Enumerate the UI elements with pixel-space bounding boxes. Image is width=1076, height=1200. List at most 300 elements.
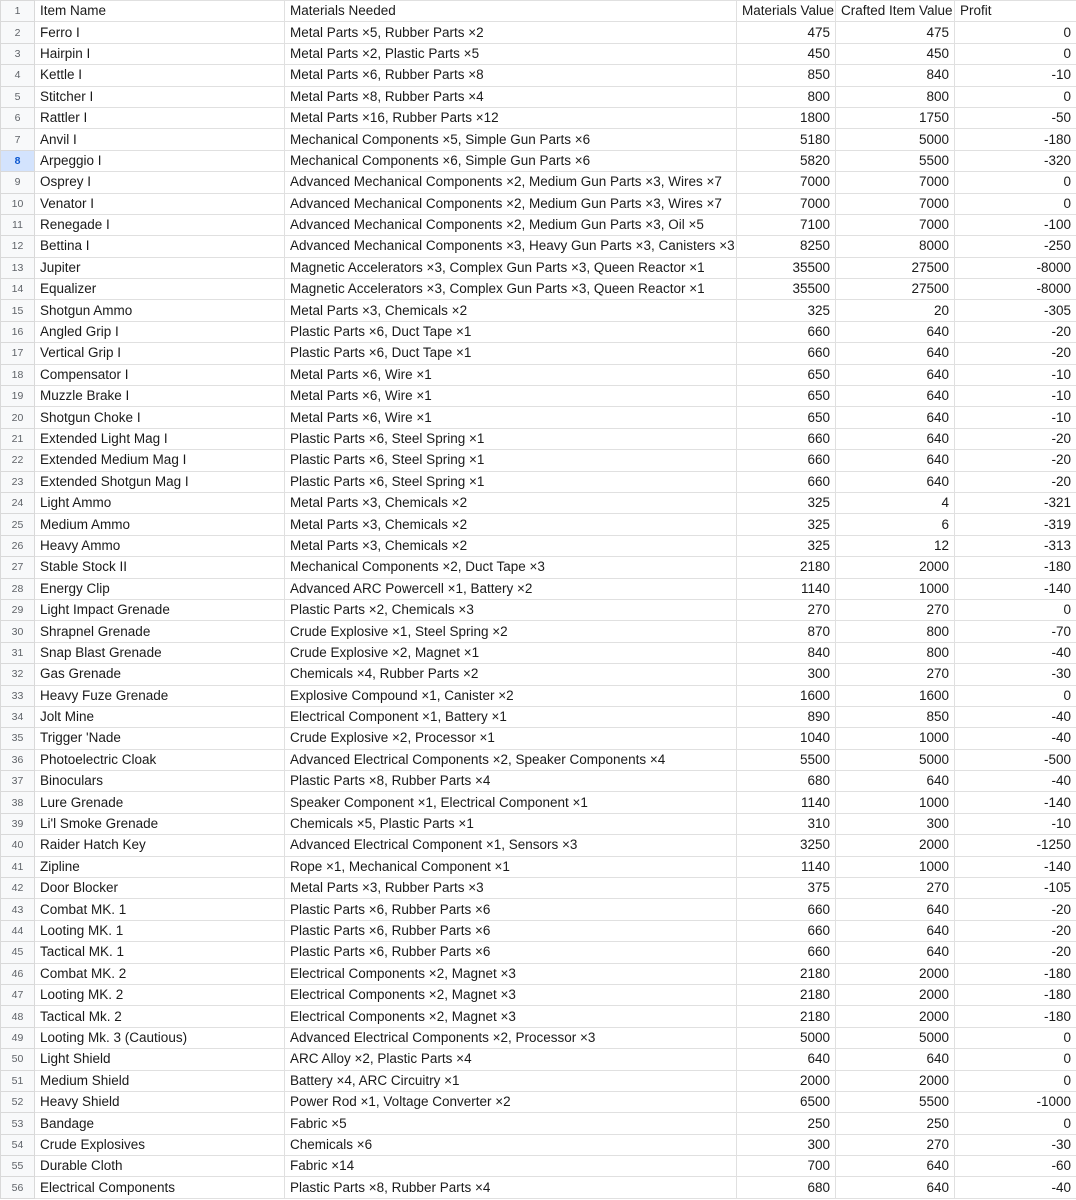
cell-crafted-item-value[interactable]: 2000 [836,557,955,578]
cell-profit[interactable]: -100 [955,214,1076,235]
row-number[interactable]: 23 [1,471,35,492]
row-number[interactable]: 41 [1,856,35,877]
row-number[interactable]: 34 [1,706,35,727]
cell-profit[interactable]: -50 [955,107,1076,128]
cell-profit[interactable]: 0 [955,86,1076,107]
cell-profit[interactable]: 0 [955,599,1076,620]
cell-item-name[interactable]: Bandage [35,1113,285,1134]
cell-crafted-item-value[interactable]: 270 [836,878,955,899]
cell-item-name[interactable]: Combat MK. 2 [35,963,285,984]
cell-materials-value[interactable]: 5500 [737,749,836,770]
cell-materials-value[interactable]: 35500 [737,279,836,300]
cell-profit[interactable]: -40 [955,706,1076,727]
header-crafted-item-value[interactable]: Crafted Item Value [836,1,955,22]
cell-materials-value[interactable]: 325 [737,514,836,535]
cell-materials-value[interactable]: 700 [737,1156,836,1177]
row-number[interactable]: 31 [1,642,35,663]
cell-materials-needed[interactable]: Electrical Components ×2, Magnet ×3 [285,1006,737,1027]
cell-profit[interactable]: -8000 [955,279,1076,300]
cell-item-name[interactable]: Osprey I [35,172,285,193]
cell-crafted-item-value[interactable]: 5000 [836,749,955,770]
cell-item-name[interactable]: Zipline [35,856,285,877]
cell-crafted-item-value[interactable]: 640 [836,450,955,471]
cell-item-name[interactable]: Bettina I [35,236,285,257]
row-number[interactable]: 30 [1,621,35,642]
cell-materials-needed[interactable]: Advanced Mechanical Components ×3, Heavy Gun Parts ×3, Canisters ×3 [285,236,737,257]
cell-materials-needed[interactable]: Fabric ×14 [285,1156,737,1177]
cell-profit[interactable]: -30 [955,1134,1076,1155]
cell-item-name[interactable]: Combat MK. 1 [35,899,285,920]
row-number[interactable]: 12 [1,236,35,257]
cell-profit[interactable]: 0 [955,22,1076,43]
cell-crafted-item-value[interactable]: 640 [836,321,955,342]
cell-materials-needed[interactable]: Advanced Mechanical Components ×2, Medium Gun Parts ×3, Wires ×7 [285,172,737,193]
cell-crafted-item-value[interactable]: 5000 [836,1027,955,1048]
cell-crafted-item-value[interactable]: 27500 [836,257,955,278]
row-number[interactable]: 1 [1,1,35,22]
cell-materials-value[interactable]: 375 [737,878,836,899]
cell-materials-value[interactable]: 800 [737,86,836,107]
cell-crafted-item-value[interactable]: 27500 [836,279,955,300]
cell-materials-value[interactable]: 2180 [737,1006,836,1027]
cell-item-name[interactable]: Tactical Mk. 2 [35,1006,285,1027]
row-number[interactable]: 3 [1,43,35,64]
cell-profit[interactable]: -10 [955,364,1076,385]
row-number[interactable]: 20 [1,407,35,428]
cell-crafted-item-value[interactable]: 640 [836,428,955,449]
cell-materials-value[interactable]: 1600 [737,685,836,706]
row-number[interactable]: 7 [1,129,35,150]
cell-crafted-item-value[interactable]: 640 [836,343,955,364]
cell-crafted-item-value[interactable]: 640 [836,942,955,963]
row-number[interactable]: 35 [1,728,35,749]
cell-profit[interactable]: -305 [955,300,1076,321]
header-item-name[interactable]: Item Name [35,1,285,22]
cell-crafted-item-value[interactable]: 640 [836,1156,955,1177]
cell-crafted-item-value[interactable]: 2000 [836,963,955,984]
row-number[interactable]: 49 [1,1027,35,1048]
cell-item-name[interactable]: Muzzle Brake I [35,386,285,407]
cell-materials-needed[interactable]: Mechanical Components ×6, Simple Gun Parts ×6 [285,150,737,171]
cell-materials-value[interactable]: 325 [737,535,836,556]
cell-materials-value[interactable]: 680 [737,771,836,792]
row-number[interactable]: 25 [1,514,35,535]
cell-materials-needed[interactable]: Metal Parts ×6, Wire ×1 [285,364,737,385]
cell-crafted-item-value[interactable]: 640 [836,1177,955,1198]
row-number[interactable]: 48 [1,1006,35,1027]
cell-crafted-item-value[interactable]: 5000 [836,129,955,150]
cell-crafted-item-value[interactable]: 5500 [836,1091,955,1112]
cell-materials-needed[interactable]: Plastic Parts ×8, Rubber Parts ×4 [285,1177,737,1198]
row-number[interactable]: 14 [1,279,35,300]
cell-profit[interactable]: 0 [955,1027,1076,1048]
row-number[interactable]: 10 [1,193,35,214]
row-number[interactable]: 28 [1,578,35,599]
cell-profit[interactable]: -140 [955,856,1076,877]
cell-item-name[interactable]: Compensator I [35,364,285,385]
cell-crafted-item-value[interactable]: 4 [836,492,955,513]
cell-materials-needed[interactable]: Plastic Parts ×6, Steel Spring ×1 [285,471,737,492]
cell-profit[interactable]: -313 [955,535,1076,556]
cell-materials-value[interactable]: 475 [737,22,836,43]
row-number[interactable]: 44 [1,920,35,941]
row-number[interactable]: 21 [1,428,35,449]
cell-materials-needed[interactable]: Magnetic Accelerators ×3, Complex Gun Parts ×3, Queen Reactor ×1 [285,279,737,300]
cell-materials-value[interactable]: 5000 [737,1027,836,1048]
cell-materials-needed[interactable]: ARC Alloy ×2, Plastic Parts ×4 [285,1049,737,1070]
cell-profit[interactable]: 0 [955,1070,1076,1091]
cell-item-name[interactable]: Light Ammo [35,492,285,513]
cell-item-name[interactable]: Lure Grenade [35,792,285,813]
cell-item-name[interactable]: Electrical Components [35,1177,285,1198]
row-number[interactable]: 17 [1,343,35,364]
cell-profit[interactable]: 0 [955,1113,1076,1134]
cell-item-name[interactable]: Energy Clip [35,578,285,599]
cell-crafted-item-value[interactable]: 2000 [836,984,955,1005]
cell-materials-needed[interactable]: Advanced Mechanical Components ×2, Medium Gun Parts ×3, Wires ×7 [285,193,737,214]
cell-profit[interactable]: -10 [955,407,1076,428]
cell-materials-needed[interactable]: Plastic Parts ×6, Rubber Parts ×6 [285,942,737,963]
cell-profit[interactable]: -70 [955,621,1076,642]
header-materials-needed[interactable]: Materials Needed [285,1,737,22]
cell-item-name[interactable]: Gas Grenade [35,664,285,685]
cell-materials-value[interactable]: 7000 [737,172,836,193]
cell-crafted-item-value[interactable]: 475 [836,22,955,43]
cell-materials-needed[interactable]: Plastic Parts ×6, Duct Tape ×1 [285,343,737,364]
row-number[interactable]: 51 [1,1070,35,1091]
cell-materials-value[interactable]: 660 [737,920,836,941]
row-number[interactable]: 15 [1,300,35,321]
row-number[interactable]: 42 [1,878,35,899]
row-number[interactable]: 45 [1,942,35,963]
cell-materials-needed[interactable]: Mechanical Components ×2, Duct Tape ×3 [285,557,737,578]
cell-materials-needed[interactable]: Plastic Parts ×2, Chemicals ×3 [285,599,737,620]
cell-materials-needed[interactable]: Advanced Mechanical Components ×2, Medium Gun Parts ×3, Oil ×5 [285,214,737,235]
cell-profit[interactable]: -10 [955,65,1076,86]
cell-profit[interactable]: -40 [955,771,1076,792]
cell-item-name[interactable]: Hairpin I [35,43,285,64]
cell-item-name[interactable]: Heavy Fuze Grenade [35,685,285,706]
cell-item-name[interactable]: Stable Stock II [35,557,285,578]
cell-materials-value[interactable]: 1140 [737,856,836,877]
cell-materials-needed[interactable]: Plastic Parts ×6, Rubber Parts ×6 [285,899,737,920]
row-number[interactable]: 52 [1,1091,35,1112]
row-number[interactable]: 32 [1,664,35,685]
cell-crafted-item-value[interactable]: 1000 [836,728,955,749]
cell-materials-value[interactable]: 660 [737,471,836,492]
cell-materials-needed[interactable]: Crude Explosive ×2, Magnet ×1 [285,642,737,663]
cell-item-name[interactable]: Extended Light Mag I [35,428,285,449]
cell-item-name[interactable]: Anvil I [35,129,285,150]
row-number[interactable]: 29 [1,599,35,620]
row-number[interactable]: 2 [1,22,35,43]
cell-materials-value[interactable]: 660 [737,343,836,364]
cell-materials-needed[interactable]: Speaker Component ×1, Electrical Component ×1 [285,792,737,813]
cell-item-name[interactable]: Shotgun Ammo [35,300,285,321]
cell-crafted-item-value[interactable]: 300 [836,813,955,834]
cell-profit[interactable]: -500 [955,749,1076,770]
cell-profit[interactable]: -20 [955,899,1076,920]
cell-profit[interactable]: -8000 [955,257,1076,278]
cell-item-name[interactable]: Snap Blast Grenade [35,642,285,663]
cell-crafted-item-value[interactable]: 12 [836,535,955,556]
cell-materials-needed[interactable]: Battery ×4, ARC Circuitry ×1 [285,1070,737,1091]
row-number[interactable]: 46 [1,963,35,984]
cell-profit[interactable]: -10 [955,386,1076,407]
row-number[interactable]: 33 [1,685,35,706]
cell-materials-needed[interactable]: Metal Parts ×5, Rubber Parts ×2 [285,22,737,43]
cell-materials-value[interactable]: 6500 [737,1091,836,1112]
cell-materials-value[interactable]: 325 [737,300,836,321]
cell-materials-needed[interactable]: Advanced Electrical Components ×2, Processor ×3 [285,1027,737,1048]
cell-item-name[interactable]: Medium Ammo [35,514,285,535]
cell-crafted-item-value[interactable]: 450 [836,43,955,64]
row-number[interactable]: 16 [1,321,35,342]
cell-materials-needed[interactable]: Advanced ARC Powercell ×1, Battery ×2 [285,578,737,599]
cell-item-name[interactable]: Stitcher I [35,86,285,107]
cell-item-name[interactable]: Light Shield [35,1049,285,1070]
row-number[interactable]: 6 [1,107,35,128]
cell-crafted-item-value[interactable]: 640 [836,899,955,920]
row-number[interactable]: 22 [1,450,35,471]
cell-crafted-item-value[interactable]: 640 [836,386,955,407]
cell-crafted-item-value[interactable]: 250 [836,1113,955,1134]
cell-item-name[interactable]: Heavy Shield [35,1091,285,1112]
cell-item-name[interactable]: Binoculars [35,771,285,792]
cell-materials-value[interactable]: 650 [737,386,836,407]
row-number[interactable]: 26 [1,535,35,556]
cell-item-name[interactable]: Durable Cloth [35,1156,285,1177]
cell-item-name[interactable]: Jolt Mine [35,706,285,727]
cell-materials-value[interactable]: 2000 [737,1070,836,1091]
cell-materials-needed[interactable]: Plastic Parts ×8, Rubber Parts ×4 [285,771,737,792]
cell-materials-needed[interactable]: Metal Parts ×3, Chemicals ×2 [285,535,737,556]
cell-materials-needed[interactable]: Metal Parts ×6, Wire ×1 [285,386,737,407]
cell-crafted-item-value[interactable]: 800 [836,86,955,107]
cell-materials-needed[interactable]: Metal Parts ×3, Chemicals ×2 [285,514,737,535]
cell-crafted-item-value[interactable]: 840 [836,65,955,86]
header-profit[interactable]: Profit [955,1,1076,22]
cell-crafted-item-value[interactable]: 640 [836,364,955,385]
cell-profit[interactable]: -250 [955,236,1076,257]
cell-materials-needed[interactable]: Metal Parts ×3, Chemicals ×2 [285,300,737,321]
cell-crafted-item-value[interactable]: 20 [836,300,955,321]
cell-materials-value[interactable]: 300 [737,664,836,685]
cell-crafted-item-value[interactable]: 270 [836,664,955,685]
cell-materials-needed[interactable]: Electrical Component ×1, Battery ×1 [285,706,737,727]
row-number[interactable]: 55 [1,1156,35,1177]
cell-profit[interactable]: -180 [955,557,1076,578]
cell-item-name[interactable]: Raider Hatch Key [35,835,285,856]
cell-crafted-item-value[interactable]: 7000 [836,193,955,214]
cell-profit[interactable]: -20 [955,450,1076,471]
cell-crafted-item-value[interactable]: 2000 [836,1070,955,1091]
cell-crafted-item-value[interactable]: 800 [836,642,955,663]
cell-materials-value[interactable]: 680 [737,1177,836,1198]
row-number[interactable]: 37 [1,771,35,792]
cell-item-name[interactable]: Angled Grip I [35,321,285,342]
cell-materials-value[interactable]: 8250 [737,236,836,257]
cell-materials-value[interactable]: 660 [737,942,836,963]
cell-materials-value[interactable]: 3250 [737,835,836,856]
cell-item-name[interactable]: Looting MK. 1 [35,920,285,941]
cell-crafted-item-value[interactable]: 2000 [836,835,955,856]
cell-materials-needed[interactable]: Chemicals ×5, Plastic Parts ×1 [285,813,737,834]
cell-materials-needed[interactable]: Metal Parts ×16, Rubber Parts ×12 [285,107,737,128]
cell-crafted-item-value[interactable]: 1000 [836,792,955,813]
cell-materials-needed[interactable]: Metal Parts ×2, Plastic Parts ×5 [285,43,737,64]
cell-item-name[interactable]: Jupiter [35,257,285,278]
cell-crafted-item-value[interactable]: 850 [836,706,955,727]
cell-profit[interactable]: -20 [955,428,1076,449]
row-number[interactable]: 24 [1,492,35,513]
row-number[interactable]: 18 [1,364,35,385]
cell-materials-value[interactable]: 2180 [737,557,836,578]
cell-materials-value[interactable]: 1140 [737,578,836,599]
cell-crafted-item-value[interactable]: 640 [836,1049,955,1070]
cell-materials-needed[interactable]: Plastic Parts ×6, Steel Spring ×1 [285,450,737,471]
cell-item-name[interactable]: Equalizer [35,279,285,300]
cell-profit[interactable]: -180 [955,1006,1076,1027]
cell-materials-value[interactable]: 1140 [737,792,836,813]
cell-materials-needed[interactable]: Crude Explosive ×2, Processor ×1 [285,728,737,749]
header-materials-value[interactable]: Materials Value [737,1,836,22]
cell-item-name[interactable]: Shrapnel Grenade [35,621,285,642]
cell-materials-needed[interactable]: Metal Parts ×8, Rubber Parts ×4 [285,86,737,107]
row-number[interactable]: 47 [1,984,35,1005]
cell-materials-value[interactable]: 660 [737,428,836,449]
cell-materials-needed[interactable]: Metal Parts ×3, Chemicals ×2 [285,492,737,513]
cell-profit[interactable]: -10 [955,813,1076,834]
cell-profit[interactable]: -180 [955,963,1076,984]
cell-crafted-item-value[interactable]: 800 [836,621,955,642]
cell-item-name[interactable]: Kettle I [35,65,285,86]
cell-materials-needed[interactable]: Power Rod ×1, Voltage Converter ×2 [285,1091,737,1112]
cell-profit[interactable]: -20 [955,920,1076,941]
cell-materials-value[interactable]: 650 [737,364,836,385]
cell-crafted-item-value[interactable]: 640 [836,471,955,492]
cell-profit[interactable]: -105 [955,878,1076,899]
cell-item-name[interactable]: Tactical MK. 1 [35,942,285,963]
cell-profit[interactable]: -320 [955,150,1076,171]
cell-crafted-item-value[interactable]: 1000 [836,856,955,877]
cell-materials-value[interactable]: 1040 [737,728,836,749]
cell-item-name[interactable]: Trigger 'Nade [35,728,285,749]
cell-crafted-item-value[interactable]: 2000 [836,1006,955,1027]
cell-item-name[interactable]: Looting MK. 2 [35,984,285,1005]
row-number[interactable]: 43 [1,899,35,920]
cell-materials-value[interactable]: 840 [737,642,836,663]
cell-crafted-item-value[interactable]: 640 [836,407,955,428]
cell-materials-needed[interactable]: Plastic Parts ×6, Steel Spring ×1 [285,428,737,449]
row-number[interactable]: 54 [1,1134,35,1155]
cell-profit[interactable]: -20 [955,471,1076,492]
cell-materials-value[interactable]: 660 [737,321,836,342]
row-number[interactable]: 5 [1,86,35,107]
row-number[interactable]: 56 [1,1177,35,1198]
cell-materials-needed[interactable]: Rope ×1, Mechanical Component ×1 [285,856,737,877]
cell-item-name[interactable]: Crude Explosives [35,1134,285,1155]
cell-crafted-item-value[interactable]: 5500 [836,150,955,171]
cell-materials-needed[interactable]: Crude Explosive ×1, Steel Spring ×2 [285,621,737,642]
cell-materials-needed[interactable]: Electrical Components ×2, Magnet ×3 [285,984,737,1005]
cell-materials-value[interactable]: 660 [737,450,836,471]
cell-crafted-item-value[interactable]: 270 [836,1134,955,1155]
cell-profit[interactable]: 0 [955,43,1076,64]
cell-profit[interactable]: -30 [955,664,1076,685]
cell-item-name[interactable]: Rattler I [35,107,285,128]
cell-materials-needed[interactable]: Fabric ×5 [285,1113,737,1134]
cell-profit[interactable]: -140 [955,792,1076,813]
cell-materials-value[interactable]: 270 [737,599,836,620]
cell-profit[interactable]: -40 [955,728,1076,749]
cell-item-name[interactable]: Looting Mk. 3 (Cautious) [35,1027,285,1048]
cell-crafted-item-value[interactable]: 270 [836,599,955,620]
cell-materials-value[interactable]: 5180 [737,129,836,150]
cell-profit[interactable]: -319 [955,514,1076,535]
cell-materials-needed[interactable]: Advanced Electrical Component ×1, Sensors ×3 [285,835,737,856]
cell-materials-value[interactable]: 35500 [737,257,836,278]
cell-materials-value[interactable]: 890 [737,706,836,727]
cell-item-name[interactable]: Shotgun Choke I [35,407,285,428]
cell-crafted-item-value[interactable]: 1000 [836,578,955,599]
cell-materials-needed[interactable]: Chemicals ×4, Rubber Parts ×2 [285,664,737,685]
row-number[interactable]: 36 [1,749,35,770]
cell-materials-value[interactable]: 250 [737,1113,836,1134]
cell-item-name[interactable]: Extended Shotgun Mag I [35,471,285,492]
cell-materials-value[interactable]: 870 [737,621,836,642]
cell-profit[interactable]: -1250 [955,835,1076,856]
cell-crafted-item-value[interactable]: 640 [836,920,955,941]
cell-materials-needed[interactable]: Magnetic Accelerators ×3, Complex Gun Parts ×3, Queen Reactor ×1 [285,257,737,278]
cell-item-name[interactable]: Renegade I [35,214,285,235]
cell-profit[interactable]: -1000 [955,1091,1076,1112]
cell-profit[interactable]: -180 [955,984,1076,1005]
cell-item-name[interactable]: Ferro I [35,22,285,43]
cell-materials-needed[interactable]: Plastic Parts ×6, Rubber Parts ×6 [285,920,737,941]
cell-item-name[interactable]: Li'l Smoke Grenade [35,813,285,834]
cell-materials-value[interactable]: 325 [737,492,836,513]
cell-item-name[interactable]: Door Blocker [35,878,285,899]
cell-materials-needed[interactable]: Chemicals ×6 [285,1134,737,1155]
cell-crafted-item-value[interactable]: 1600 [836,685,955,706]
cell-item-name[interactable]: Arpeggio I [35,150,285,171]
row-number[interactable]: 8 [1,150,35,171]
cell-profit[interactable]: 0 [955,193,1076,214]
cell-item-name[interactable]: Heavy Ammo [35,535,285,556]
cell-profit[interactable]: 0 [955,685,1076,706]
cell-materials-value[interactable]: 2180 [737,984,836,1005]
row-number[interactable]: 4 [1,65,35,86]
row-number[interactable]: 53 [1,1113,35,1134]
row-number[interactable]: 9 [1,172,35,193]
cell-profit[interactable]: -321 [955,492,1076,513]
cell-crafted-item-value[interactable]: 7000 [836,172,955,193]
cell-materials-value[interactable]: 450 [737,43,836,64]
row-number[interactable]: 11 [1,214,35,235]
cell-materials-value[interactable]: 300 [737,1134,836,1155]
cell-materials-needed[interactable]: Explosive Compound ×1, Canister ×2 [285,685,737,706]
cell-profit[interactable]: 0 [955,1049,1076,1070]
cell-item-name[interactable]: Light Impact Grenade [35,599,285,620]
cell-materials-value[interactable]: 7000 [737,193,836,214]
cell-crafted-item-value[interactable]: 1750 [836,107,955,128]
cell-materials-needed[interactable]: Metal Parts ×6, Wire ×1 [285,407,737,428]
cell-profit[interactable]: -20 [955,321,1076,342]
cell-item-name[interactable]: Vertical Grip I [35,343,285,364]
cell-profit[interactable]: -60 [955,1156,1076,1177]
cell-profit[interactable]: -180 [955,129,1076,150]
